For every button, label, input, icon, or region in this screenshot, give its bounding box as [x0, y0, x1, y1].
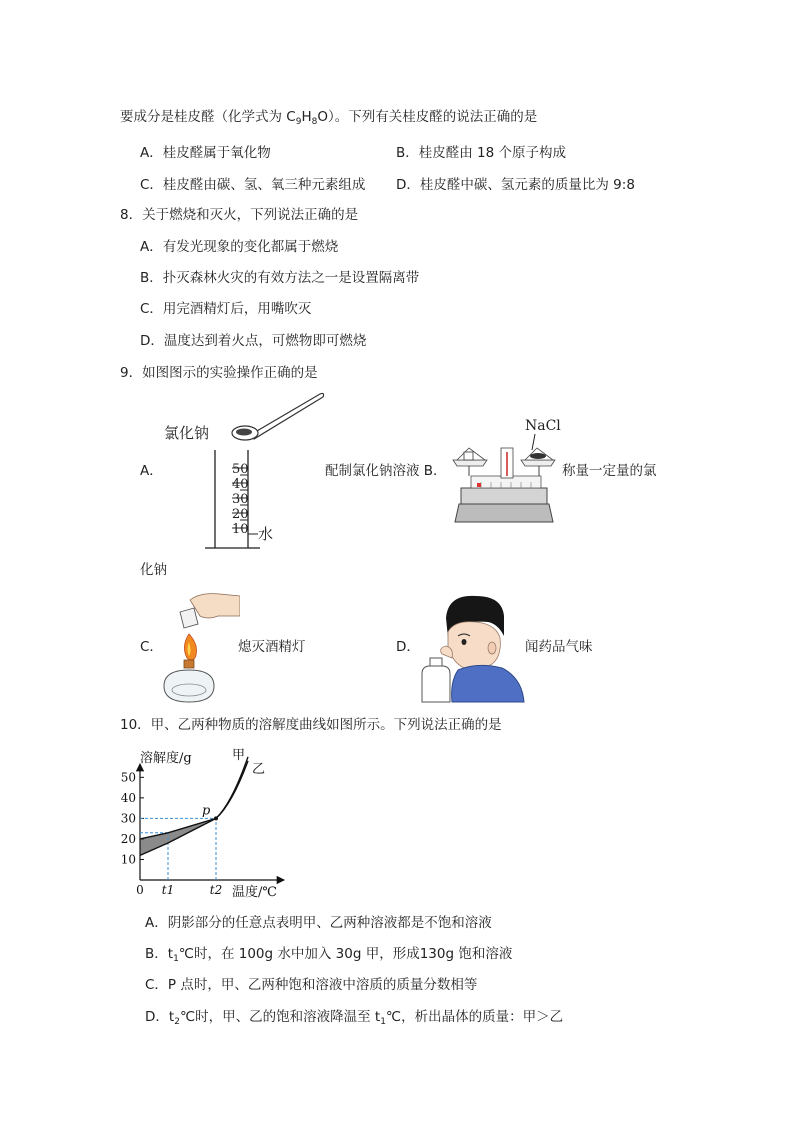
salt-label: 氯化钠	[164, 424, 210, 442]
q9-caption-c: 熄灭酒精灯	[238, 639, 306, 655]
figure-a-cylinder	[160, 388, 330, 552]
chart-xlabel: 温度/℃	[232, 885, 277, 900]
q9-caption-b-line2: 化钠	[140, 562, 167, 578]
q10-option-d-part3: ℃，析出晶体的质量：甲＞乙	[385, 1009, 564, 1025]
x-tick-label-0: 0	[136, 883, 144, 897]
formula-h: H	[301, 109, 312, 125]
nacl-label: NaCl	[525, 418, 561, 434]
q8-stem: 8．关于燃烧和灭火，下列说法正确的是	[120, 207, 359, 223]
q10-stem: 10．甲、乙两种物质的溶解度曲线如图所示。下列说法正确的是	[120, 717, 502, 733]
q9-caption-a: 配制氯化钠溶液 B．	[325, 463, 447, 479]
q10-option-c[interactable]: C．P 点时，甲、乙两种饱和溶液中溶质的质量分数相等	[145, 977, 478, 993]
q8-option-d[interactable]: D．温度达到着火点，可燃物即可燃烧	[140, 333, 367, 349]
q7-option-b[interactable]: B．桂皮醛由 18 个原子构成	[396, 145, 567, 161]
q9-stem: 9．如图图示的实验操作正确的是	[120, 365, 318, 381]
q7-stem	[120, 108, 537, 131]
formula-sub-9: 9	[295, 117, 302, 127]
q10-option-b-part1: B．t	[145, 946, 174, 962]
y-tick-label-30: 30	[120, 811, 136, 826]
q10-option-d-part2: ℃时，甲、乙的饱和溶液降温至 t	[179, 1009, 381, 1025]
q7-stem-part1: 要成分是桂皮醛（化学式为 C	[120, 109, 296, 125]
q10-option-b[interactable]	[145, 945, 512, 968]
q8-option-a[interactable]: A．有发光现象的变化都属于燃烧	[140, 239, 339, 255]
q10-option-b-part2: ℃时，在 100g 水中加入 30g 甲，形成130g 饱和溶液	[178, 946, 513, 962]
q10-option-d[interactable]	[145, 1008, 563, 1031]
point-p-label: p	[202, 803, 211, 819]
y-tick-label-20: 20	[120, 831, 136, 846]
chart-ylabel: 溶解度/g	[140, 751, 192, 766]
cyl-tick-20: 20	[232, 507, 249, 522]
cyl-tick-50: 50	[232, 462, 249, 477]
q7-stem-part2: ）。下列有关桂皮醛的说法正确的是	[327, 109, 538, 125]
y-tick-label-50: 50	[120, 770, 136, 785]
formula-o: O	[317, 109, 328, 125]
q7-option-d[interactable]: D．桂皮醛中碳、氢元素的质量比为 9:8	[396, 177, 635, 193]
q9-option-c-label[interactable]: C．	[140, 639, 163, 655]
q9-caption-b-line1: 称量一定量的氯	[562, 463, 657, 479]
q9-caption-d: 闻药品气味	[525, 639, 593, 655]
spoon-handle	[250, 393, 324, 439]
q9-option-d-label[interactable]: D．	[396, 639, 420, 655]
x-tick-label-t1: t1	[161, 883, 175, 897]
formula-sub-8: 8	[311, 117, 318, 127]
water-label: 水	[258, 525, 274, 543]
y-tick-label-10: 10	[120, 852, 136, 867]
figure-c-alcohol-lamp	[160, 590, 240, 706]
x-tick-label-t2: t2	[209, 883, 223, 897]
series-yi-label: 乙	[252, 761, 266, 777]
q10-option-a[interactable]: A．阴影部分的任意点表明甲、乙两种溶液都是不饱和溶液	[145, 915, 492, 931]
series-jia-label: 甲	[232, 747, 246, 763]
q10-option-d-sub1: 2	[174, 1017, 180, 1027]
salt-in-spoon	[236, 429, 252, 436]
cyl-tick-10: 10	[232, 522, 249, 537]
cyl-tick-30: 30	[232, 492, 249, 507]
q7-option-a[interactable]: A．桂皮醛属于氧化物	[140, 145, 271, 161]
cyl-tick-40: 40	[232, 477, 249, 492]
point-p	[214, 816, 218, 820]
q10-option-d-sub2: 1	[380, 1017, 386, 1027]
q8-option-c[interactable]: C．用完酒精灯后，用嘴吹灭	[140, 301, 312, 317]
q7-option-c[interactable]: C．桂皮醛由碳、氢、氧三种元素组成	[140, 177, 366, 193]
q10-option-d-part1: D．t	[145, 1009, 175, 1025]
q8-option-b[interactable]: B．扑灭森林火灾的有效方法之一是设置隔离带	[140, 270, 420, 286]
y-tick-label-40: 40	[120, 790, 136, 805]
q10-option-b-sub: 1	[173, 954, 179, 964]
figure-b-balance	[447, 412, 562, 524]
q9-option-a-label[interactable]: A．	[140, 463, 163, 479]
figure-d-smelling	[418, 590, 526, 705]
solubility-chart	[112, 742, 292, 902]
